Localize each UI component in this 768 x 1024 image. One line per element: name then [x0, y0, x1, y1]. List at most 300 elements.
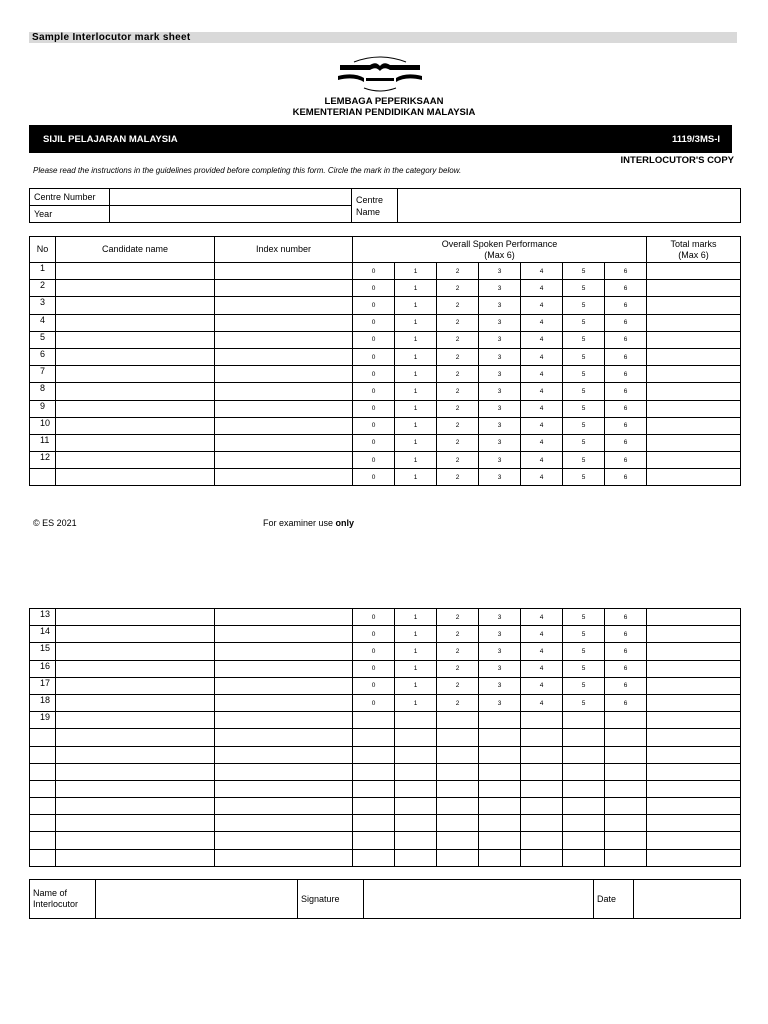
score-option[interactable]: 1 — [395, 609, 437, 626]
score-option — [437, 815, 479, 832]
score-option[interactable]: 5 — [563, 366, 605, 383]
table-row — [30, 452, 741, 469]
score-option[interactable]: 1 — [395, 348, 437, 365]
score-option[interactable]: 5 — [563, 626, 605, 643]
table-row — [30, 314, 741, 331]
score-option[interactable]: 0 — [353, 331, 395, 348]
score-option[interactable]: 5 — [563, 400, 605, 417]
candidate-name-cell[interactable] — [56, 383, 215, 400]
score-option[interactable]: 0 — [353, 469, 395, 486]
header-total-marks — [647, 237, 741, 263]
score-option — [563, 815, 605, 832]
index-number-cell[interactable] — [215, 434, 353, 451]
score-option[interactable]: 5 — [563, 660, 605, 677]
candidate-name-cell[interactable] — [56, 417, 215, 434]
table-row — [30, 331, 741, 348]
row-number — [30, 815, 56, 832]
header-no: No — [30, 237, 56, 263]
total-marks-cell[interactable] — [647, 849, 741, 866]
score-option[interactable]: 0 — [353, 348, 395, 365]
score-option — [353, 798, 395, 815]
index-number-cell[interactable] — [215, 815, 353, 832]
score-option[interactable]: 6 — [605, 366, 647, 383]
marks-table-page2 — [29, 608, 741, 867]
score-option[interactable]: 5 — [563, 417, 605, 434]
score-option — [605, 832, 647, 849]
candidate-name-cell[interactable] — [56, 815, 215, 832]
score-option[interactable]: 2 — [437, 280, 479, 297]
score-option[interactable]: 2 — [437, 694, 479, 711]
score-option — [395, 815, 437, 832]
score-option[interactable]: 2 — [437, 677, 479, 694]
total-marks-cell[interactable] — [647, 452, 741, 469]
index-number-cell[interactable] — [215, 780, 353, 797]
table-row — [30, 348, 741, 365]
candidate-name-cell[interactable] — [56, 832, 215, 849]
centre-number-label: Centre Number — [30, 189, 110, 206]
score-option[interactable]: 0 — [353, 434, 395, 451]
score-option — [479, 729, 521, 746]
score-option[interactable]: 6 — [605, 314, 647, 331]
score-option[interactable]: 3 — [479, 694, 521, 711]
score-option[interactable]: 1 — [395, 452, 437, 469]
candidate-name-cell[interactable] — [56, 314, 215, 331]
score-option[interactable]: 6 — [605, 263, 647, 280]
score-option[interactable]: 5 — [563, 348, 605, 365]
table-row — [30, 366, 741, 383]
table-row — [30, 729, 741, 746]
header-index-number: Index number — [215, 237, 353, 263]
total-marks-cell[interactable] — [647, 832, 741, 849]
score-option — [437, 798, 479, 815]
score-option — [521, 763, 563, 780]
row-number: 17 — [30, 677, 56, 694]
score-option[interactable]: 2 — [437, 643, 479, 660]
index-number-cell[interactable] — [215, 849, 353, 866]
score-option[interactable]: 3 — [479, 366, 521, 383]
score-option[interactable]: 3 — [479, 383, 521, 400]
index-number-cell[interactable] — [215, 383, 353, 400]
table-row — [30, 434, 741, 451]
score-option[interactable]: 1 — [395, 417, 437, 434]
candidate-name-cell[interactable] — [56, 609, 215, 626]
score-option[interactable]: 6 — [605, 452, 647, 469]
score-option[interactable]: 0 — [353, 383, 395, 400]
score-option[interactable]: 0 — [353, 400, 395, 417]
centre-name-field[interactable] — [398, 189, 741, 223]
row-number — [30, 798, 56, 815]
score-option[interactable]: 3 — [479, 400, 521, 417]
score-option[interactable]: 6 — [605, 694, 647, 711]
score-option[interactable]: 0 — [353, 297, 395, 314]
examiner-use-note — [263, 518, 354, 528]
score-option[interactable]: 6 — [605, 331, 647, 348]
score-option[interactable]: 6 — [605, 677, 647, 694]
score-option[interactable]: 2 — [437, 452, 479, 469]
score-option[interactable]: 1 — [395, 297, 437, 314]
score-option[interactable]: 2 — [437, 469, 479, 486]
score-option[interactable]: 6 — [605, 643, 647, 660]
score-option[interactable]: 1 — [395, 694, 437, 711]
score-option[interactable]: 3 — [479, 417, 521, 434]
score-option[interactable]: 4 — [521, 609, 563, 626]
score-option[interactable]: 2 — [437, 400, 479, 417]
score-option[interactable]: 3 — [479, 348, 521, 365]
score-option[interactable]: 0 — [353, 660, 395, 677]
score-option[interactable]: 2 — [437, 366, 479, 383]
score-option[interactable]: 0 — [353, 626, 395, 643]
score-option — [479, 798, 521, 815]
candidate-name-cell[interactable] — [56, 348, 215, 365]
candidate-name-cell[interactable] — [56, 469, 215, 486]
total-marks-cell[interactable] — [647, 746, 741, 763]
score-option — [563, 849, 605, 866]
score-option[interactable]: 4 — [521, 643, 563, 660]
score-option[interactable]: 6 — [605, 469, 647, 486]
score-option[interactable]: 3 — [479, 452, 521, 469]
score-option[interactable]: 2 — [437, 383, 479, 400]
candidate-name-cell[interactable] — [56, 677, 215, 694]
score-option[interactable]: 4 — [521, 263, 563, 280]
total-marks-cell[interactable] — [647, 297, 741, 314]
signature-label: Signature — [298, 880, 364, 919]
total-marks-cell[interactable] — [647, 331, 741, 348]
row-number: 4 — [30, 314, 56, 331]
index-number-cell[interactable] — [215, 452, 353, 469]
row-number: 13 — [30, 609, 56, 626]
centre-name-label: Centre Name — [352, 189, 398, 223]
total-marks-cell[interactable] — [647, 280, 741, 297]
index-number-cell[interactable] — [215, 832, 353, 849]
table-row — [30, 694, 741, 711]
score-option[interactable]: 5 — [563, 469, 605, 486]
score-option — [395, 712, 437, 729]
score-option[interactable]: 4 — [521, 400, 563, 417]
candidate-name-cell[interactable] — [56, 643, 215, 660]
score-option — [437, 832, 479, 849]
score-option — [521, 849, 563, 866]
total-marks-cell[interactable] — [647, 400, 741, 417]
score-option[interactable]: 6 — [605, 626, 647, 643]
score-option[interactable]: 4 — [521, 660, 563, 677]
total-marks-cell[interactable] — [647, 712, 741, 729]
candidate-name-cell[interactable] — [56, 712, 215, 729]
score-option[interactable]: 5 — [563, 297, 605, 314]
score-option[interactable]: 5 — [563, 331, 605, 348]
candidate-name-cell[interactable] — [56, 626, 215, 643]
document-banner: Sample Interlocutor mark sheet — [29, 32, 737, 43]
score-option — [395, 798, 437, 815]
score-option[interactable]: 4 — [521, 348, 563, 365]
score-option[interactable]: 1 — [395, 677, 437, 694]
score-option[interactable]: 0 — [353, 366, 395, 383]
candidate-name-cell[interactable] — [56, 366, 215, 383]
index-number-cell[interactable] — [215, 798, 353, 815]
table-row — [30, 400, 741, 417]
score-option[interactable]: 1 — [395, 469, 437, 486]
total-marks-cell[interactable] — [647, 417, 741, 434]
score-option — [437, 849, 479, 866]
score-option[interactable]: 1 — [395, 434, 437, 451]
score-option[interactable]: 1 — [395, 626, 437, 643]
score-option[interactable]: 0 — [353, 609, 395, 626]
score-option[interactable]: 4 — [521, 366, 563, 383]
total-marks-cell[interactable] — [647, 694, 741, 711]
score-option[interactable]: 6 — [605, 417, 647, 434]
instructions: Please read the instructions in the guidelines provided before completing this form. Circle the mark in the category below. — [33, 166, 462, 175]
org-name-line2: KEMENTERIAN PENDIDIKAN MALAYSIA — [292, 107, 476, 118]
total-marks-cell[interactable] — [647, 643, 741, 660]
score-option[interactable]: 2 — [437, 434, 479, 451]
score-option[interactable]: 0 — [353, 694, 395, 711]
score-option[interactable]: 1 — [395, 643, 437, 660]
score-option[interactable]: 3 — [479, 626, 521, 643]
score-option — [563, 798, 605, 815]
score-option[interactable]: 5 — [563, 383, 605, 400]
interlocutor-name-field[interactable] — [96, 880, 298, 919]
total-marks-cell[interactable] — [647, 469, 741, 486]
score-option[interactable]: 4 — [521, 452, 563, 469]
table-row — [30, 677, 741, 694]
candidate-name-cell[interactable] — [56, 400, 215, 417]
score-option[interactable]: 4 — [521, 297, 563, 314]
index-number-cell[interactable] — [215, 469, 353, 486]
score-option[interactable]: 6 — [605, 434, 647, 451]
score-option[interactable]: 6 — [605, 400, 647, 417]
score-option[interactable]: 3 — [479, 314, 521, 331]
copy-label: INTERLOCUTOR'S COPY — [620, 155, 734, 166]
score-option[interactable]: 0 — [353, 314, 395, 331]
score-option[interactable]: 4 — [521, 694, 563, 711]
index-number-cell[interactable] — [215, 417, 353, 434]
row-number: 16 — [30, 660, 56, 677]
index-number-cell[interactable] — [215, 366, 353, 383]
candidate-name-cell[interactable] — [56, 798, 215, 815]
score-option — [479, 815, 521, 832]
total-marks-cell[interactable] — [647, 677, 741, 694]
index-number-cell[interactable] — [215, 712, 353, 729]
score-option[interactable]: 4 — [521, 417, 563, 434]
score-option — [479, 712, 521, 729]
score-option[interactable]: 5 — [563, 280, 605, 297]
score-option[interactable]: 0 — [353, 643, 395, 660]
candidate-name-cell[interactable] — [56, 729, 215, 746]
score-option[interactable]: 4 — [521, 434, 563, 451]
total-marks-cell[interactable] — [647, 763, 741, 780]
score-option[interactable]: 3 — [479, 331, 521, 348]
score-option[interactable]: 3 — [479, 297, 521, 314]
index-number-cell[interactable] — [215, 763, 353, 780]
score-option — [521, 832, 563, 849]
score-option[interactable]: 5 — [563, 314, 605, 331]
table-row — [30, 417, 741, 434]
marks-table-page1 — [29, 236, 741, 486]
table-row — [30, 643, 741, 660]
score-option[interactable]: 1 — [395, 331, 437, 348]
candidate-name-cell[interactable] — [56, 780, 215, 797]
row-number: 15 — [30, 643, 56, 660]
score-option[interactable]: 2 — [437, 348, 479, 365]
row-number: 14 — [30, 626, 56, 643]
total-marks-cell[interactable] — [647, 263, 741, 280]
total-marks-cell[interactable] — [647, 626, 741, 643]
score-option — [605, 798, 647, 815]
candidate-name-cell[interactable] — [56, 849, 215, 866]
index-number-cell[interactable] — [215, 694, 353, 711]
score-option — [605, 763, 647, 780]
score-option[interactable]: 4 — [521, 626, 563, 643]
total-marks-cell[interactable] — [647, 729, 741, 746]
table-row — [30, 780, 741, 797]
row-number: 6 — [30, 348, 56, 365]
total-marks-cell[interactable] — [647, 815, 741, 832]
score-option[interactable]: 1 — [395, 660, 437, 677]
score-option[interactable]: 2 — [437, 660, 479, 677]
score-option[interactable]: 1 — [395, 366, 437, 383]
row-number: 12 — [30, 452, 56, 469]
score-option[interactable]: 4 — [521, 280, 563, 297]
score-option[interactable]: 6 — [605, 383, 647, 400]
row-number — [30, 729, 56, 746]
score-option[interactable]: 3 — [479, 660, 521, 677]
index-number-cell[interactable] — [215, 729, 353, 746]
score-option — [479, 832, 521, 849]
candidate-name-cell[interactable] — [56, 763, 215, 780]
index-number-cell[interactable] — [215, 297, 353, 314]
index-number-cell[interactable] — [215, 626, 353, 643]
score-option — [521, 815, 563, 832]
score-option[interactable]: 5 — [563, 609, 605, 626]
score-option — [605, 729, 647, 746]
index-number-cell[interactable] — [215, 609, 353, 626]
index-number-cell[interactable] — [215, 660, 353, 677]
score-option[interactable]: 6 — [605, 297, 647, 314]
row-number — [30, 746, 56, 763]
score-option — [353, 763, 395, 780]
index-number-cell[interactable] — [215, 348, 353, 365]
candidate-name-cell[interactable] — [56, 452, 215, 469]
index-number-cell[interactable] — [215, 314, 353, 331]
score-option[interactable]: 6 — [605, 609, 647, 626]
score-option[interactable]: 0 — [353, 280, 395, 297]
signature-field[interactable] — [364, 880, 594, 919]
examiner-use-only: only — [335, 518, 355, 528]
total-marks-cell[interactable] — [647, 660, 741, 677]
score-option[interactable]: 2 — [437, 331, 479, 348]
score-option[interactable]: 3 — [479, 434, 521, 451]
score-option[interactable]: 6 — [605, 280, 647, 297]
candidate-name-cell[interactable] — [56, 660, 215, 677]
candidate-name-cell[interactable] — [56, 263, 215, 280]
index-number-cell[interactable] — [215, 263, 353, 280]
score-option — [437, 780, 479, 797]
score-option[interactable]: 1 — [395, 263, 437, 280]
score-option[interactable]: 4 — [521, 331, 563, 348]
score-option[interactable]: 4 — [521, 469, 563, 486]
total-marks-cell[interactable] — [647, 348, 741, 365]
total-marks-cell[interactable] — [647, 609, 741, 626]
score-option[interactable]: 1 — [395, 280, 437, 297]
score-option[interactable]: 1 — [395, 314, 437, 331]
score-option[interactable]: 3 — [479, 643, 521, 660]
score-option[interactable]: 4 — [521, 383, 563, 400]
total-marks-cell[interactable] — [647, 314, 741, 331]
table-row — [30, 798, 741, 815]
score-option — [395, 832, 437, 849]
candidate-name-cell[interactable] — [56, 434, 215, 451]
score-option[interactable]: 5 — [563, 434, 605, 451]
score-option[interactable]: 0 — [353, 452, 395, 469]
score-option[interactable]: 3 — [479, 263, 521, 280]
score-option[interactable]: 4 — [521, 314, 563, 331]
score-option[interactable]: 1 — [395, 400, 437, 417]
score-option[interactable]: 0 — [353, 417, 395, 434]
score-option — [395, 780, 437, 797]
score-option[interactable]: 3 — [479, 280, 521, 297]
score-option[interactable]: 5 — [563, 643, 605, 660]
score-option[interactable]: 0 — [353, 677, 395, 694]
candidate-name-cell[interactable] — [56, 694, 215, 711]
index-number-cell[interactable] — [215, 280, 353, 297]
score-option[interactable]: 2 — [437, 263, 479, 280]
total-marks-cell[interactable] — [647, 383, 741, 400]
index-number-cell[interactable] — [215, 400, 353, 417]
candidate-name-cell[interactable] — [56, 297, 215, 314]
score-option[interactable]: 2 — [437, 314, 479, 331]
examiner-use-prefix: For examiner use — [263, 518, 336, 528]
index-number-cell[interactable] — [215, 643, 353, 660]
total-marks-cell[interactable] — [647, 434, 741, 451]
score-option[interactable]: 0 — [353, 263, 395, 280]
score-option[interactable]: 2 — [437, 417, 479, 434]
score-option[interactable]: 5 — [563, 263, 605, 280]
date-field[interactable] — [634, 880, 741, 919]
total-marks-cell[interactable] — [647, 780, 741, 797]
index-number-cell[interactable] — [215, 677, 353, 694]
score-option[interactable]: 3 — [479, 609, 521, 626]
score-option[interactable]: 5 — [563, 694, 605, 711]
index-number-cell[interactable] — [215, 746, 353, 763]
score-option[interactable]: 1 — [395, 383, 437, 400]
row-number: 8 — [30, 383, 56, 400]
score-option — [395, 729, 437, 746]
total-marks-cell[interactable] — [647, 366, 741, 383]
total-marks-cell[interactable] — [647, 798, 741, 815]
score-option — [605, 780, 647, 797]
score-option[interactable]: 3 — [479, 469, 521, 486]
candidate-name-cell[interactable] — [56, 280, 215, 297]
centre-number-field[interactable] — [110, 189, 352, 206]
year-field[interactable] — [110, 206, 352, 223]
score-option[interactable]: 2 — [437, 297, 479, 314]
exam-title: SIJIL PELAJARAN MALAYSIA — [43, 134, 178, 145]
score-option[interactable]: 5 — [563, 452, 605, 469]
score-option[interactable]: 6 — [605, 348, 647, 365]
score-option[interactable]: 6 — [605, 660, 647, 677]
candidate-name-cell[interactable] — [56, 746, 215, 763]
score-option — [353, 849, 395, 866]
signature-block — [29, 879, 741, 919]
index-number-cell[interactable] — [215, 331, 353, 348]
score-option — [437, 712, 479, 729]
score-option[interactable]: 4 — [521, 677, 563, 694]
candidate-name-cell[interactable] — [56, 331, 215, 348]
score-option[interactable]: 3 — [479, 677, 521, 694]
exam-title-bar — [29, 125, 732, 153]
score-option[interactable]: 5 — [563, 677, 605, 694]
score-option[interactable]: 2 — [437, 626, 479, 643]
score-option[interactable]: 2 — [437, 609, 479, 626]
